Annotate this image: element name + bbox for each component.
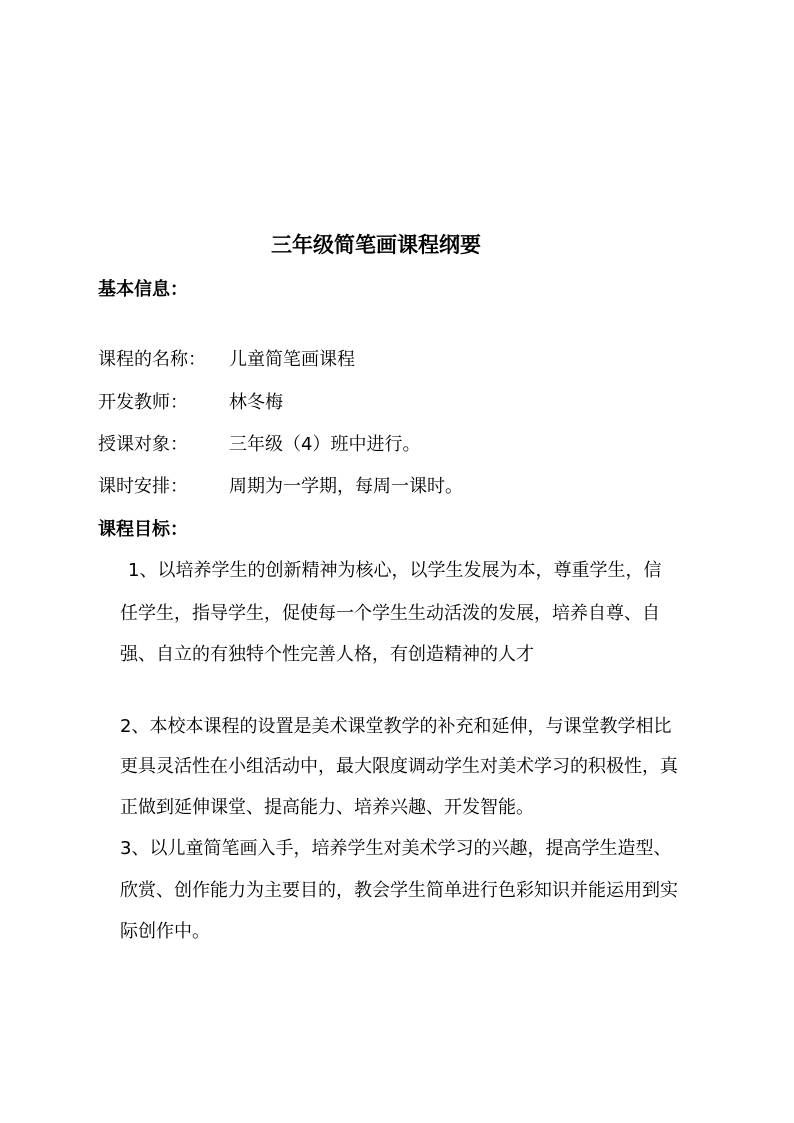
info-value-audience: 三年级（4）班中进行。 [229, 434, 421, 455]
paragraph-line: 际创作中。 [120, 921, 210, 942]
paragraph-line: 2、本校本课程的设置是美术课堂教学的补充和延伸，与课堂教学相比 [120, 716, 672, 737]
paragraph-line: 欣赏、创作能力为主要目的，教会学生简单进行色彩知识并能运用到实 [120, 880, 678, 901]
goals-heading: 课程目标： [98, 519, 188, 540]
info-value-teacher: 林冬梅 [229, 392, 283, 413]
info-label-audience: 授课对象： [98, 434, 188, 455]
paragraph-line: 3、以儿童简笔画入手，培养学生对美术学习的兴趣，提高学生造型、 [120, 838, 672, 859]
paragraph-line: 正做到延伸课堂、提高能力、培养兴趣、开发智能。 [120, 797, 534, 818]
paragraph-line: 任学生，指导学生，促使每一个学生生动活泼的发展，培养自尊、自 [120, 603, 660, 624]
info-value-schedule: 周期为一学期，每周一课时。 [229, 476, 463, 497]
info-label-course-name: 课程的名称： [98, 349, 206, 370]
paragraph-line: 1、以培养学生的创新精神为核心，以学生发展为本，尊重学生，信 [128, 560, 662, 581]
paragraph-line: 更具灵活性在小组活动中，最大限度调动学生对美术学习的积极性，真 [120, 756, 678, 777]
document-title: 三年级简笔画课程纲要 [271, 233, 481, 257]
info-value-course-name: 儿童简笔画课程 [229, 349, 355, 370]
info-label-schedule: 课时安排： [98, 476, 188, 497]
info-label-teacher: 开发教师： [98, 392, 188, 413]
basic-info-heading: 基本信息： [98, 279, 188, 300]
paragraph-line: 强、自立的有独特个性完善人格，有创造精神的人才 [120, 644, 534, 665]
